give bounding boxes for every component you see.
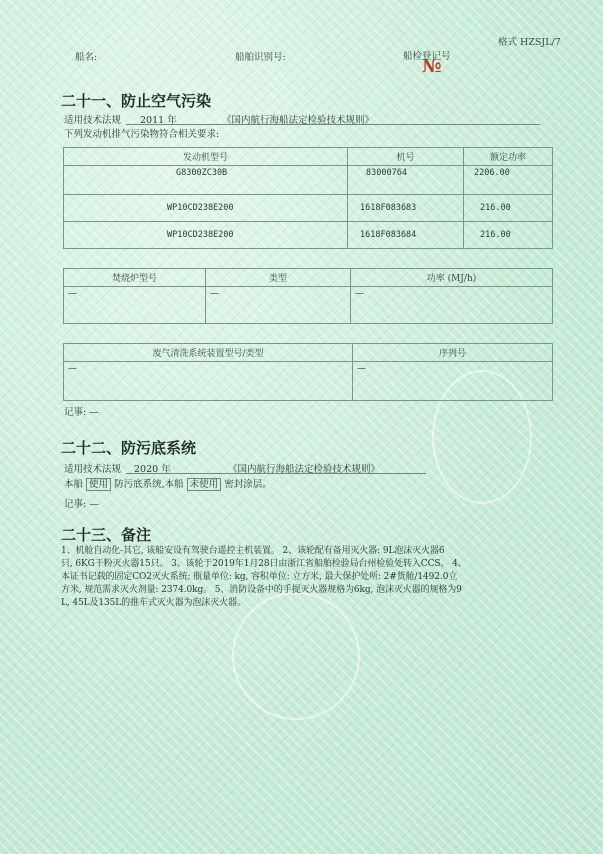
section-22-rule-underline	[126, 473, 426, 474]
section-21-rule-name: 《国内航行海船法定检验技术规则》	[222, 115, 375, 126]
reg-no-label: 船检登记号	[403, 51, 451, 62]
engine-table	[63, 147, 553, 249]
ship-name-label: 船名:	[75, 52, 98, 63]
section-21-rule-underline	[126, 124, 540, 125]
section-22-remark: 记事: —	[64, 499, 99, 510]
table-row	[64, 222, 553, 249]
engine-power: 216.00	[464, 222, 553, 249]
incinerator-header-power: 功率 (MJ/h)	[351, 269, 553, 287]
section-21-rule-label: 适用技术法规	[64, 115, 122, 126]
engine-model: G8300ZC30B	[64, 166, 348, 195]
remark-line: 1、机舱自动化-其它, 该船安设有驾驶台遥控主机装置。 2、该轮配有备用灭火器: 9L泡沫灭火器6	[61, 546, 445, 556]
table-row	[64, 195, 553, 222]
remark-line: L, 45L及135L的推车式灭火器为泡沫灭火器。	[61, 598, 246, 608]
line-suffix: 密封涂层。	[224, 479, 272, 490]
section-22-rule-name: 《国内航行海船法定检验技术规则》	[228, 464, 381, 475]
section-21-remark: 记事: —	[64, 407, 99, 418]
line-mid: 防污底系统,本船	[114, 479, 184, 490]
incinerator-table	[63, 268, 553, 324]
engine-number: 1618F083683	[348, 195, 464, 222]
engine-header-model: 发动机型号	[64, 148, 348, 166]
section-22-title: 二十二、防污底系统	[61, 439, 197, 457]
remark-line: 只, 6KG干粉灭火器15只。 3、该轮于2019年1月28日由浙江省船舶检验局台州检验处转入CCS。 4、	[61, 559, 467, 569]
section-22-rule-label: 适用技术法规	[64, 464, 122, 475]
engine-power: 216.00	[464, 195, 553, 222]
incinerator-header-type: 类型	[206, 269, 351, 287]
scrubber-header-serial: 序列号	[353, 344, 553, 362]
engine-number: 1618F083684	[348, 222, 464, 249]
ship-id-label: 船舶识别号:	[235, 52, 286, 63]
engine-header-power: 额定功率	[464, 148, 553, 166]
scrubber-header-model: 废气清洗系统装置型号/类型	[64, 344, 353, 362]
scrubber-table	[63, 343, 553, 401]
remark-line: 方米, 规范需求灭火剂量: 2374.0kg。 5、消防设备中的手提灭火器规格为6kg, 泡沫灭火器的规格为9	[61, 585, 462, 595]
section-22-antifouling-line	[64, 476, 272, 490]
watermark-seal-center	[232, 592, 360, 720]
remark-line: 本证书记载的固定CO2灭火系统: 瓶量单位: kg, 容积单位: 立方米, 最大保护处所: 2#货舱/1492.0立	[61, 572, 458, 582]
section-21-intro: 下列发动机排气污染物符合相关要求:	[64, 129, 220, 140]
engine-model: WP10CD238E200	[64, 222, 348, 249]
incinerator-type: —	[206, 287, 351, 324]
table-row	[64, 362, 553, 401]
scrubber-model: —	[64, 362, 353, 401]
remarks-text	[61, 545, 547, 610]
incinerator-model: —	[64, 287, 206, 324]
section-23-title: 二十三、备注	[61, 526, 152, 544]
engine-power: 2206.00	[464, 166, 553, 195]
engine-model: WP10CD238E200	[64, 195, 348, 222]
engine-number: 83000764	[348, 166, 464, 195]
use-option: 使用	[86, 478, 111, 491]
scrubber-serial: —	[353, 362, 553, 401]
line-prefix: 本船	[64, 479, 84, 490]
section-21-title: 二十一、防止空气污染	[61, 92, 212, 110]
section-22-rule-year: 2020 年	[134, 464, 171, 475]
incinerator-header-model: 焚烧炉型号	[64, 269, 206, 287]
no-stamp: №	[422, 56, 442, 77]
incinerator-power: —	[351, 287, 553, 324]
form-code: 格式 HZSJL/7	[498, 37, 561, 48]
section-21-rule-year: 2011 年	[140, 115, 177, 126]
table-row	[64, 287, 553, 324]
table-row	[64, 166, 553, 195]
engine-header-number: 机号	[348, 148, 464, 166]
not-use-option: 未使用	[187, 478, 222, 491]
